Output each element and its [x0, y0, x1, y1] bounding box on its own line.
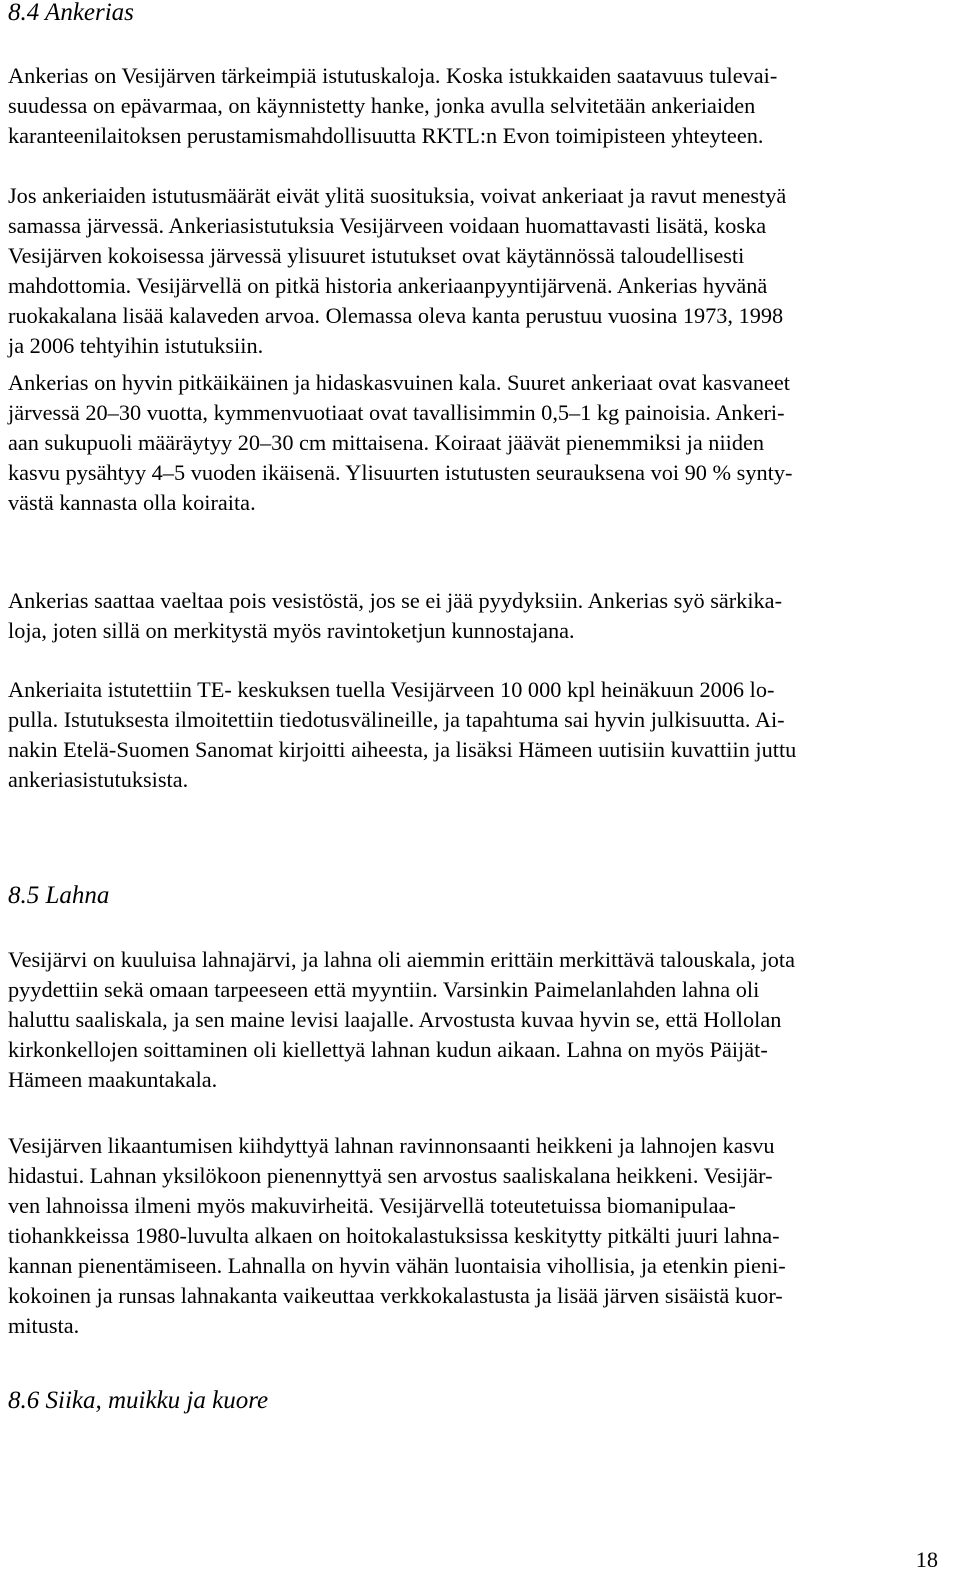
- page-number: 18: [915, 1547, 938, 1572]
- paragraph-ankerias-1: Ankerias on Vesijärven tärkeimpiä istutuskaloja. Koska istukkaiden saatavuus tulevai- suudessa on epävarmaa, on käynnistetty hanke, jonka avulla selvitetään ankeriaiden karanteenilaitoksen perustamismahdollisuutta RKTL:n Evon toimipisteen yhteyteen.: [8, 63, 778, 148]
- paragraph-ankerias-3: Ankerias on hyvin pitkäikäinen ja hidaskasvuinen kala. Suuret ankeriaat ovat kasvaneet järvessä 20–30 vuotta, kymmenvuotiaat ovat tavallisimmin 0,5–1 kg painoisia. Ankeri- aan sukupuoli määräytyy 20–30 cm mittaisena. Koiraat jäävät pienemmiksi ja niiden kasvu pysähtyy 4–5 vuoden ikäisenä. Ylisuurten istutusten seurauksena voi 90 % synty- västä kannasta olla koiraita.: [8, 370, 793, 515]
- section-heading-siika: 8.6 Siika, muikku ja kuore: [8, 1387, 269, 1414]
- section-heading-lahna: 8.5 Lahna: [8, 882, 110, 909]
- section-heading-ankerias: 8.4 Ankerias: [8, 0, 134, 26]
- paragraph-ankerias-2: Jos ankeriaiden istutusmäärät eivät ylitä suosituksia, voivat ankeriaat ja ravut menestyä samassa järvessä. Ankeriasistutuksia Vesijärveen voidaan huomattavasti lisätä, koska Vesijärven kokoisessa järvessä ylisuuret istutukset ovat käytännössä taloudellisesti mahdottomia. Vesijärvellä on pitkä historia ankeriaanpyyntijärvenä. Ankerias hyvänä ruokakalana lisää kalaveden arvoa. Olemassa oleva kanta perustuu vuosina 1973, 1998 ja 2006 tehtyihin istutuksiin.: [8, 183, 787, 358]
- paragraph-ankerias-5: Ankeriaita istutettiin TE- keskuksen tuella Vesijärveen 10 000 kpl heinäkuun 2006 lo- pulla. Istutuksesta ilmoitettiin tiedotusvälineille, ja tapahtuma sai hyvin julkisuutta. Ai- nakin Etelä-Suomen Sanomat kirjoitti aiheesta, ja lisäksi Hämeen uutisiin kuvattiin juttu ankeriasistutuksista.: [8, 677, 797, 792]
- paragraph-lahna-1: Vesijärvi on kuuluisa lahnajärvi, ja lahna oli aiemmin erittäin merkittävä talouskala, jota pyydettiin sekä omaan tarpeeseen että myyntiin. Varsinkin Paimelanlahden lahna oli haluttu saaliskala, ja sen maine levisi laajalle. Arvostusta kuvaa hyvin se, että Hollolan kirkonkellojen soittaminen oli kiellettyä lahnan kudun aikaan. Lahna on myös Päijät- Hämeen maakuntakala.: [8, 947, 795, 1092]
- paragraph-ankerias-4: Ankerias saattaa vaeltaa pois vesistöstä, jos se ei jää pyydyksiin. Ankerias syö särkika- loja, joten sillä on merkitystä myös ravintoketjun kunnostajana.: [8, 588, 783, 643]
- paragraph-lahna-2: Vesijärven likaantumisen kiihdyttyä lahnan ravinnonsaanti heikkeni ja lahnojen kasvu hidastui. Lahnan yksilökoon pienennyttyä sen arvostus saaliskalana heikkeni. Vesijär- ven lahnoissa ilmeni myös makuvirheitä. Vesijärvellä toteutetuissa biomanipulaa- tiohankkeissa 1980-luvulta alkaen on hoitokalastuksissa keskitytty pitkälti juuri lahna- kannan pienentämiseen. Lahnalla on hyvin vähän luontaisia vihollisia, ja etenkin pieni- kokoinen ja runsas lahnakanta vaikeuttaa verkkokalastusta ja lisää järven sisäistä kuor- mitusta.: [8, 1133, 786, 1338]
